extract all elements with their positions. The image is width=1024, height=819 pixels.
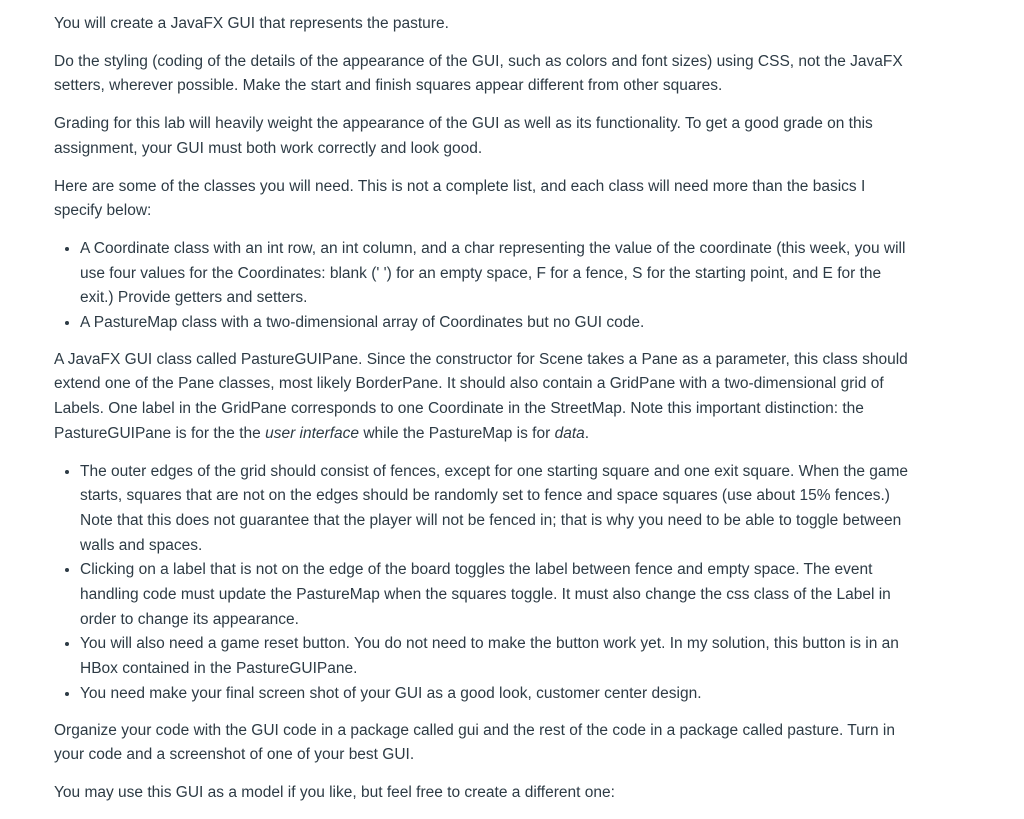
gui-class-text-end: . — [584, 424, 590, 442]
classes-intro-paragraph: Here are some of the classes you will need. This is not a complete list, and each class will need more than the basics I specify below: — [54, 177, 866, 220]
assignment-content — [54, 12, 914, 819]
gui-class-text-after: while the PastureMap is for — [359, 424, 555, 442]
intro-paragraph: You will create a JavaFX GUI that represents the pasture. — [54, 15, 449, 32]
gui-class-paragraph — [54, 348, 914, 447]
list-item: • A Coordinate class with an int row, an int column, and a char representing the value of the coordinate (this week, you will use four values for the Coordinates: blank (' ') for an empty space, F for a fence, S for the starting point, and E for the exit.) Provide getters and setters. — [80, 237, 914, 311]
grading-paragraph: Grading for this lab will heavily weight the appearance of the GUI as well as its functionality. To get a good grade on this assignment, your GUI must both work correctly and look good. — [54, 115, 873, 157]
list-item: • The outer edges of the grid should consist of fences, except for one starting square and one exit square. When the game starts, squares that are not on the edges should be randomly set to fence and space squares (use about 15% fences.) Note that this does not guarantee that the player will not be fenced in; that is why you need to be able to toggle between walls and spaces. — [80, 460, 914, 559]
classes-list — [54, 237, 914, 336]
list-item: • Clicking on a label that is not on the edge of the board toggles the label between fence and empty space. The event handling code must update the PastureMap when the squares toggle. It must also change the css class of the Label in order to change its appearance. — [80, 558, 914, 632]
organize-paragraph: Organize your code with the GUI code in a package called gui and the rest of the code in a package called pasture. Turn in your code and a screenshot of one of your best GUI. — [54, 721, 895, 764]
list-item: • A PastureMap class with a two-dimensional array of Coordinates but no GUI code. — [80, 311, 914, 336]
styling-paragraph: Do the styling (coding of the details of the appearance of the GUI, such as colors and font sizes) using CSS, not the JavaFX setters, wherever possible. Make the start and finish squares appear different from other squares. — [54, 52, 903, 95]
gui-class-text: A JavaFX GUI class called PastureGUIPane. Since the constructor for Scene takes a Pane as a parameter, this class should extend one of the Pane classes, most likely BorderPane. It should also contain a GridPane with a two-dimensional grid of Labels. One label in the GridPane corresponds to one Coordinate in the StreetMap. Note this important distinction: the PastureGUIPane is for the the — [54, 350, 908, 442]
list-item: • You will also need a game reset button. You do not need to make the button work yet. In my solution, this button is in an HBox contained in the PastureGUIPane. — [80, 632, 914, 681]
gui-requirements-list — [54, 460, 914, 707]
emphasis-user-interface: user interface — [265, 424, 360, 442]
model-paragraph: You may use this GUI as a model if you like, but feel free to create a different one: — [54, 783, 615, 801]
list-item: • You need make your final screen shot of your GUI as a good look, customer center design. — [80, 682, 914, 707]
emphasis-data: data — [554, 424, 585, 442]
